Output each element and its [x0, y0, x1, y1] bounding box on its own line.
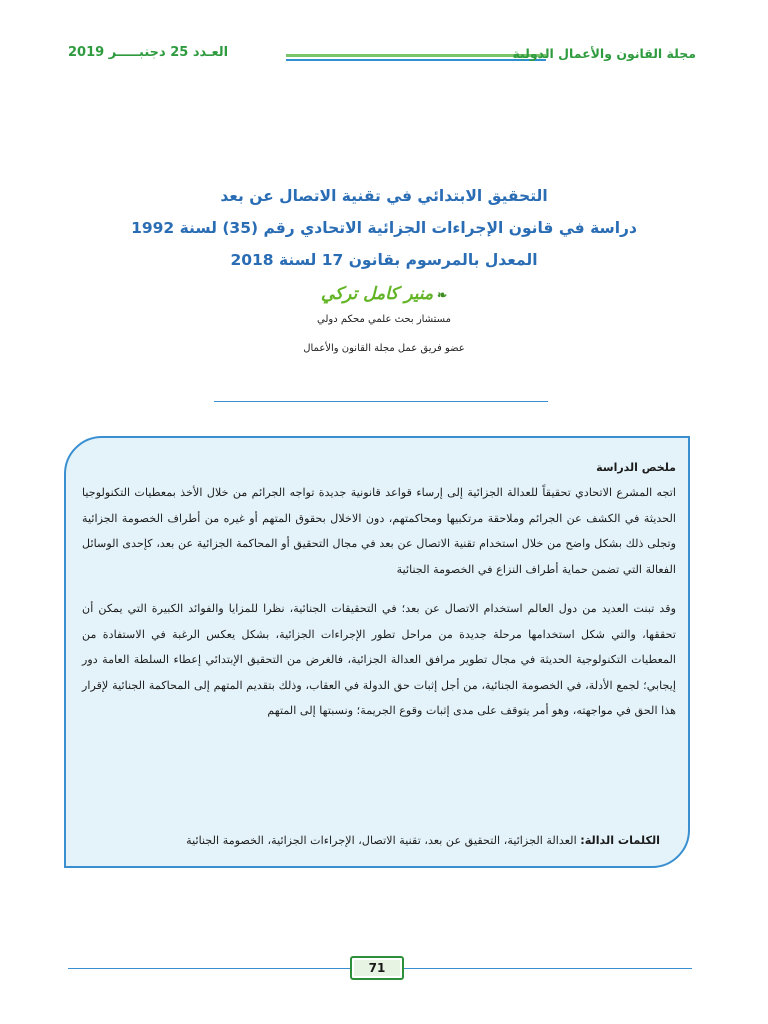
- abstract-content: [82, 456, 676, 724]
- abstract-box: [64, 436, 690, 868]
- abstract-heading: ملخص الدراسة: [596, 461, 676, 474]
- author-name-block: [284, 284, 484, 304]
- title-line-1: التحقيق الابتدائي في تقنية الاتصال عن بعد: [220, 187, 548, 205]
- header-rule-green: [286, 54, 546, 57]
- journal-name: مجلة القانون والأعمال الدولية: [512, 46, 696, 61]
- keywords-label: الكلمات الدالة:: [580, 834, 660, 847]
- author-team: عضو فريق عمل مجلة القانون والأعمال: [303, 343, 465, 354]
- header-rule-blue: [286, 59, 546, 61]
- keywords-line: [82, 834, 660, 847]
- issue-info: العـدد 25 دجنبـــــر 2019: [68, 45, 229, 60]
- page-number: 71: [368, 961, 386, 975]
- header-rules: [286, 54, 546, 63]
- title-line-3: المعدل بالمرسوم بقانون 17 لسنة 2018: [230, 251, 538, 269]
- author-role: مستشار بحث علمي محكم دولي: [317, 314, 451, 325]
- page-header: [68, 44, 696, 70]
- leaf-icon: ❧: [437, 288, 448, 302]
- abstract-paragraph-1: اتجه المشرع الاتحادي تحقيقاً للعدالة الجزائية إلى إرساء قواعد قانونية جديدة تواجه الجرائم من خلال الأخذ بمعطيات التكنولوجيا الحديثة في الكشف عن الجرائم وملاحقة مرتكبيها ومحاكمتهم، دون الاخلال بحقوق المتهم أو غيره من أطراف الخصومة الجزائية وتجلى ذلك بشكل واضح من خلال استخدام تقنية الاتصال عن بعد في مجال التحقيق أو المحاكمة الجزائية عن بعد، كإحدى الوسائل الفعالة التي تضمن حماية أطراف النزاع في الخصومة الجنائية: [82, 486, 676, 576]
- author-name: منير كامل تركي: [320, 284, 434, 304]
- abstract-paragraph-2: وقد تبنت العديد من دول العالم استخدام الاتصال عن بعد؛ في التحقيقات الجنائية، نظرا للمزايا والفوائد الكبيرة التي يمكن أن تحققها، والتي شكل استخدامها مرحلة جديدة من مراحل تطور الإجراءات الجزائية، بشكل يعكس الرغبة في الاستفادة من المعطيات التكنولوجية الحديثة في مجال تطوير مرافق العدالة الجزائية، فالغرض من التحقيق الإبتدائي إعطاء السلطة العامة دور إيجابي؛ لجمع الأدلة، في الخصومة الجنائية، من أجل إثبات حق الدولة في العقاب، وذلك بتقديم المتهم إلى المحاكمة الجنائية لإقرار هذا الحق في مواجهته، وهو أمر يتوقف على مدى إثبات وقوع الجريمة؛ ونسبتها إلى المتهم: [82, 602, 676, 717]
- keywords-text: العدالة الجزائية، التحقيق عن بعد، تقنية الاتصال، الإجراءات الجزائية، الخصومة الجنائية: [186, 834, 577, 847]
- title-line-2: دراسة في قانون الإجراءات الجزائية الاتحادي رقم (35) لسنة 1992: [131, 219, 637, 237]
- title-separator: [214, 401, 548, 402]
- article-title: [100, 180, 668, 276]
- page-number-box: [350, 956, 404, 980]
